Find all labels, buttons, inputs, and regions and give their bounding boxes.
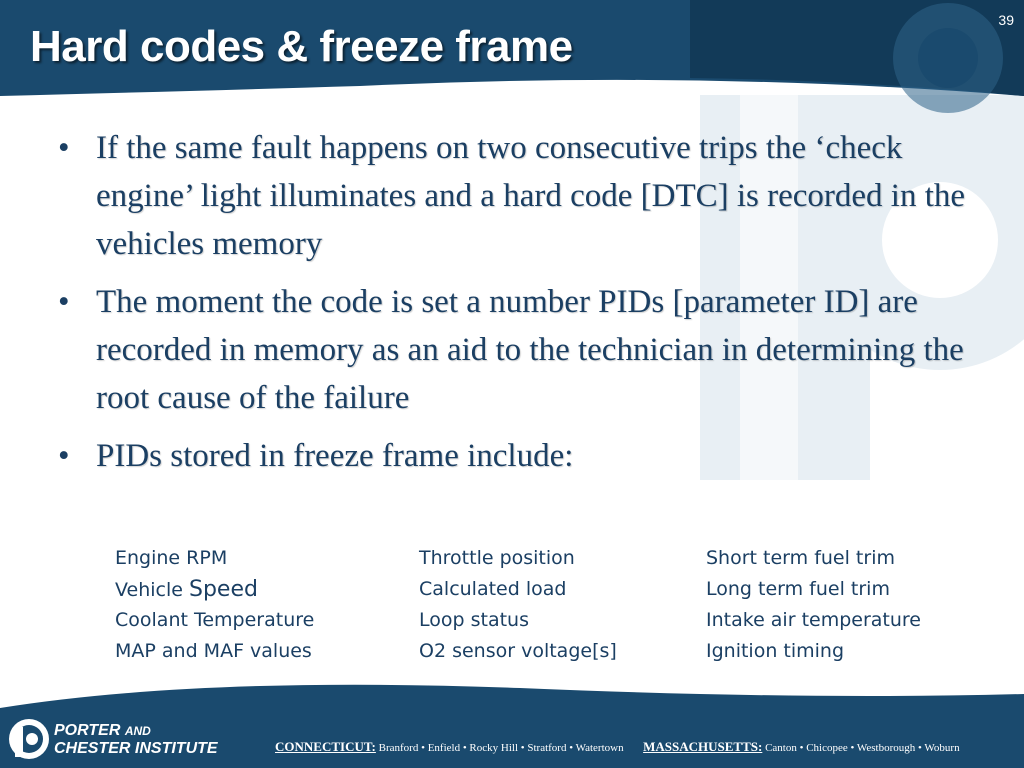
bullet-list <box>58 124 988 490</box>
pid-item: Intake air temperature <box>706 609 921 631</box>
ma-locations: Canton • Chicopee • Westborough • Woburn <box>765 742 960 754</box>
ma-label: MASSACHUSETTS: <box>643 739 763 754</box>
pid-column-1 <box>115 543 314 667</box>
pid-item: Engine RPM <box>115 547 228 569</box>
pid-item: Short term fuel trim <box>706 547 895 569</box>
slide-title: Hard codes & freeze frame <box>30 22 573 71</box>
pid-item: Loop status <box>419 609 529 631</box>
pid-item: Coolant Temperature <box>115 609 315 631</box>
ct-locations: Branford • Enfield • Rocky Hill • Stratford • Watertown <box>378 742 624 754</box>
pid-item: O2 sensor voltage[s] <box>419 640 617 662</box>
pid-item <box>115 574 314 605</box>
logo-line1-and: AND <box>124 724 151 738</box>
logo-line1-porter: PORTER <box>54 722 121 739</box>
pid-item: Calculated load <box>419 578 567 600</box>
pid-column-3 <box>706 543 921 667</box>
footer-locations <box>275 739 960 755</box>
bullet-text: PIDs stored in freeze frame include: <box>96 438 574 474</box>
pid-item: Throttle position <box>419 547 575 569</box>
pid-speed-label: Speed <box>189 577 258 602</box>
footer-logo-text <box>54 722 218 757</box>
porter-chester-logo-icon <box>9 719 49 759</box>
pid-column-2 <box>419 543 617 667</box>
bullet-item <box>58 278 988 422</box>
bullet-marker: • <box>58 438 70 474</box>
pid-item: Long term fuel trim <box>706 578 890 600</box>
ct-label: CONNECTICUT: <box>275 739 376 754</box>
bullet-marker: • <box>58 284 70 320</box>
pid-item: MAP and MAF values <box>115 640 312 662</box>
bullet-item <box>58 124 988 268</box>
pid-item: Ignition timing <box>706 640 845 662</box>
bullet-text: If the same fault happens on two consecutive trips the ‘check engine’ light illuminates and a hard code [DTC] is recorded in the vehicles memory <box>96 130 966 262</box>
bullet-marker: • <box>58 130 70 166</box>
logo-line2: CHESTER INSTITUTE <box>54 740 218 757</box>
bullet-item <box>58 432 988 480</box>
slide-number: 39 <box>998 12 1014 28</box>
pid-vehicle-label: Vehicle <box>115 579 183 601</box>
bullet-text: The moment the code is set a number PIDs [parameter ID] are recorded in memory as an aid to the technician in determining the root cause of the failure <box>96 284 964 416</box>
